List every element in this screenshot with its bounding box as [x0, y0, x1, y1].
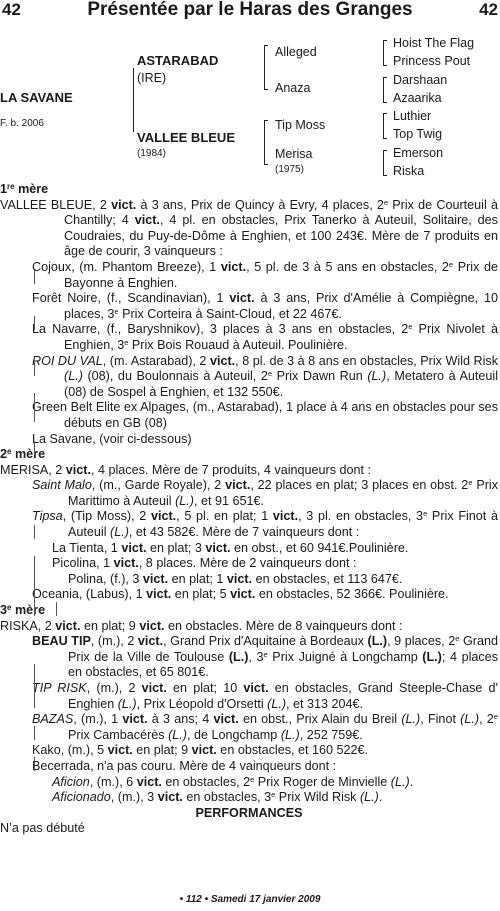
great-grandsire-6: Top Twig: [393, 127, 443, 141]
indent-rule: [56, 602, 57, 616]
great-grandsire-5: Luthier: [393, 109, 432, 123]
produit-cojoux: Cojoux, (m. Phantom Breeze), 1 vict., 5 pl. de 3 à 5 ans en obstacles, 2e Prix de Bayonne à Enghien.: [32, 259, 498, 290]
produit-la-savane: La Savane, (voir ci-dessous): [32, 431, 192, 446]
indent-rule: [34, 393, 35, 422]
bracket-ggs-3: [383, 113, 387, 139]
produit-la-navarre: La Navarre, (f., Baryshnikov), 3 places à 3 ans en obstacles, 2e Prix Nivolet à Enghien, 3e Prix Bois Rouaud à Auteuil. Poulinière.: [32, 322, 499, 352]
great-grandsire-3: Darshaan: [393, 73, 448, 87]
grandsire-4-year: (1975): [275, 164, 304, 175]
paragraph-merisa: MERISA, 2 vict., 4 places. Mère de 7 produits, 4 vainqueurs dont :: [0, 462, 372, 477]
produit-la-tienta: La Tienta, 1 vict. en plat; 3 vict. en obst., et 60 941€.Poulinière.: [52, 540, 409, 555]
produit-polina: Polina, (f.), 3 vict. en plat; 1 vict. en obstacles, et 113 647€.: [68, 571, 403, 586]
indent-rule: [34, 556, 35, 616]
great-grandsire-8: Riska: [393, 164, 425, 178]
horse-name: LA SAVANE: [0, 90, 73, 105]
performances-text: N’a pas débuté: [0, 821, 85, 836]
dam-year: (1984): [137, 148, 166, 159]
grandsire-3: Tip Moss: [275, 118, 326, 132]
produit-bazas: BAZAS, (m.), 1 vict. à 3 ans; 4 vict. en obst., Prix Alain du Breil (L.), Finot (L.), 2e Prix Cambacérès (L.), de Longchamp (L.), 252 759€.: [32, 712, 498, 742]
produit-roi-du-val: ROI DU VAL, (m. Astarabad), 2 vict., 8 pl. de 3 à 8 ans en obstacles, Prix Wild Risk (L.) (08), du Boulonnais à Auteuil, 2e Prix Dawn Run (L.), Metatero à Auteuil (08) de Sospel à Enghien, et 132 550€.: [32, 353, 499, 399]
performances-heading: PERFORMANCES: [195, 805, 303, 820]
produit-aficion: Aficion, (m.), 6 vict. en obstacles, 2e Prix Roger de Minvielle (L.).: [52, 774, 414, 789]
produit-kako: Kako, (m.), 5 vict. en plat; 9 vict. en obstacles, et 160 522€.: [32, 743, 369, 758]
bracket-ggs-4: [383, 150, 387, 176]
indent-rule: [34, 757, 35, 771]
section-heading-mere2: 2e mère: [0, 447, 46, 462]
produit-becerrada: Becerrada, n'a pas couru. Mère de 4 vainqueurs dont :: [32, 758, 337, 773]
dam-name: VALLEE BLEUE: [137, 130, 235, 145]
produit-saint-malo: Saint Malo, (m., Garde Royale), 2 vict., 22 places en plat; 3 places en obst. 2e Prix Marittimo à Auteuil (L.), et 91 651€.: [32, 478, 499, 508]
page-number-right: 42: [479, 0, 498, 19]
produit-tipsa: Tipsa, (Tip Moss), 2 vict., 5 pl. en plat; 1 vict., 3 pl. en obstacles, 3e Prix Finot à Auteuil (L.), et 43 582€. Mère de 7 vainqueurs dont :: [32, 509, 499, 540]
paragraph-vallee-bleue: VALLEE BLEUE, 2 vict. à 3 ans, Prix de Quincy à Evry, 4 places, 2e Prix de Courteuil à Chantilly; 4 vict., 4 pl. en obstacles, Prix Tanerko à Auteuil, Solitaire, des Coudraies, du Puy-de-Dôme à Enghien, et 100 243€. Mère de 7 produits en âge de courir, 3 vainqueurs :: [0, 197, 498, 259]
bracket-gs-2: [264, 120, 268, 165]
catalogue-body: [0, 182, 498, 837]
indent-rule: [34, 362, 35, 376]
produit-green-belt-elite: Green Belt Elite ex Alpages, (m., Astarabad), 1 place à 4 ans en obstacles pour ses débuts en GB (08): [32, 400, 498, 430]
indent-rule: [34, 316, 35, 330]
bracket-gs-1: [264, 45, 268, 90]
page-title: Présentée par le Haras des Granges: [87, 0, 413, 20]
paragraph-riska: RISKA, 2 vict. en plat; 9 vict. en obstacles. Mère de 8 vainqueurs dont :: [0, 618, 403, 633]
great-grandsire-7: Emerson: [393, 146, 444, 160]
sire-name: ASTARABAD: [137, 53, 219, 68]
produit-tip-risk: TIP RISK, (m.), 2 vict. en plat; 10 vict. en obstacles, Grand Steeple-Chase d' Enghien (L.), Prix Léopold d'Orsetti (L.), et 313 204€.: [32, 681, 498, 711]
page-number-left: 42: [2, 0, 21, 19]
produit-aficionado: Aficionado, (m.), 3 vict. en obstacles, 3e Prix Wild Risk (L.).: [52, 790, 383, 805]
grandsire-2: Anaza: [275, 81, 311, 95]
great-grandsire-4: Azaarika: [393, 91, 442, 105]
produit-beau-tip: BEAU TIP, (m.), 2 vict., Grand Prix d'Aquitaine à Bordeaux (L.), 9 places, 2e Grand Prix de la Ville de Toulouse (L.), 3e Prix Juigné à Longchamp (L.); 4 places en obstacles, et 65 801€.: [32, 634, 498, 680]
great-grandsire-1: Hoist The Flag: [393, 36, 475, 50]
produit-foret-noire: Forêt Noire, (f., Scandinavian), 1 vict. à 3 ans, Prix d'Amélie à Compiègne, 10 places, 3e Prix Corteira à Saint-Cloud, et 22 467€.: [32, 291, 498, 321]
indent-rule: [34, 270, 35, 284]
produit-oceania: Oceania, (Labus), 1 vict. en plat; 5 vict. en obstacles, 52 366€. Poulinière.: [32, 587, 449, 602]
horse-info: F. b. 2006: [0, 118, 44, 129]
grandsire-4: Merisa: [275, 147, 313, 161]
section-heading-mere1: 1re mère: [0, 182, 49, 196]
page-footer: • 112 • Samedi 17 janvier 2009: [179, 894, 321, 905]
indent-rule: [34, 664, 35, 708]
bracket-ggs-1: [383, 40, 387, 66]
bracket-ggs-2: [383, 77, 387, 103]
indent-rule: [34, 525, 35, 539]
grandsire-1: Alleged: [275, 45, 317, 59]
indent-rule: [34, 441, 35, 455]
sire-origin: (IRE): [137, 71, 167, 85]
bracket-sire-dam: [133, 68, 134, 132]
produit-picolina: Picolina, 1 vict., 8 places. Mère de 2 vainqueurs dont :: [52, 556, 357, 571]
great-grandsire-2: Princess Pout: [393, 54, 471, 68]
indent-rule: [34, 726, 35, 740]
section-heading-mere3: 3e mère: [0, 603, 46, 618]
